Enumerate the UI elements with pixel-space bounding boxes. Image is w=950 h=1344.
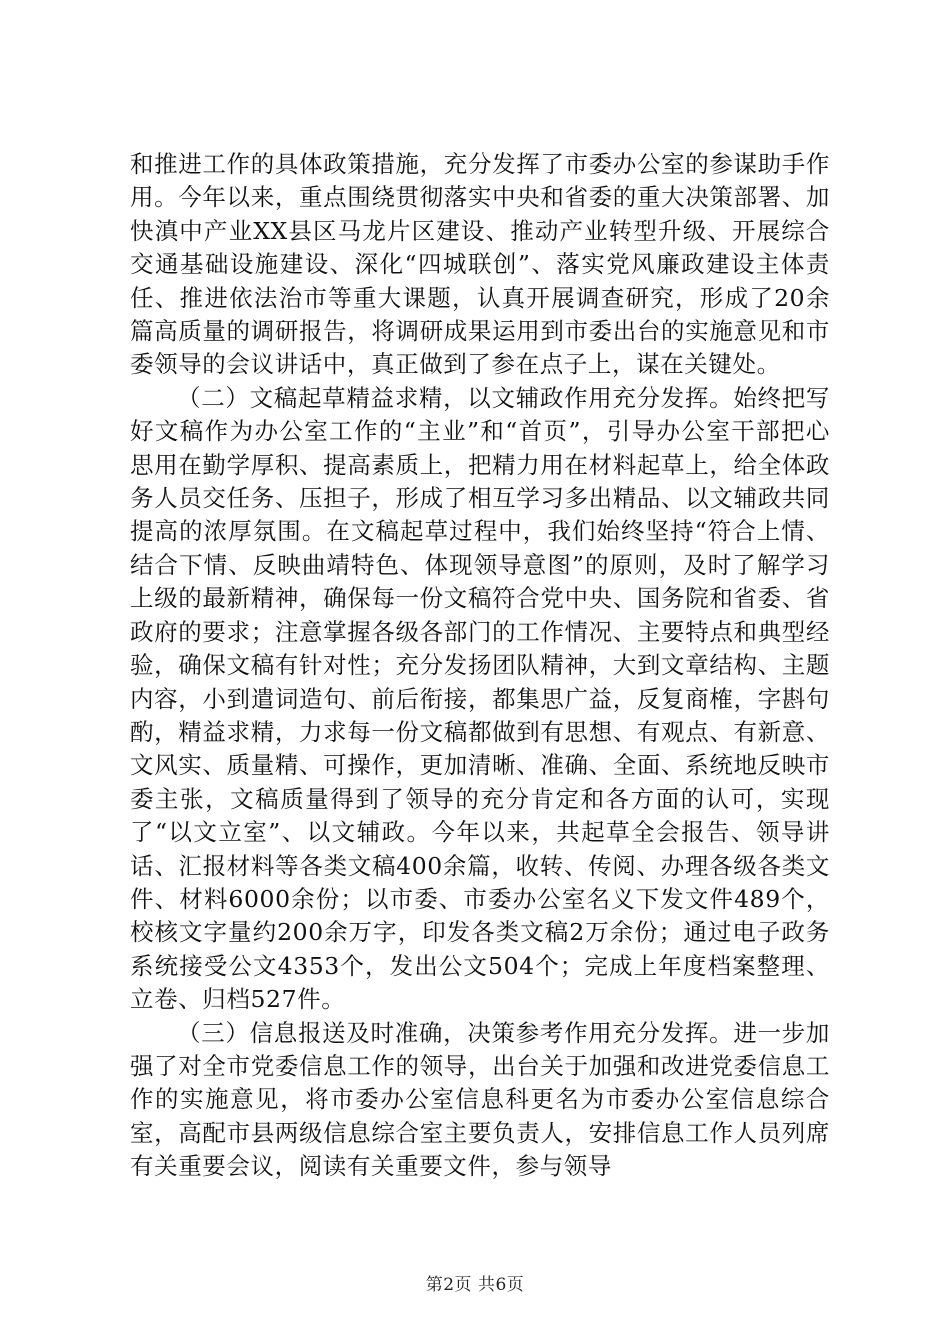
page-footer [0,1274,950,1296]
page-number-label: 第2页 共6页 [425,1275,525,1295]
paragraph-3-section-three: （三）信息报送及时准确，决策参考作用充分发挥。进一步加强了对全市党委信息工作的领导，出台关于加强和改进党委信息工作的实施意见，将市委办公室信息科更名为市委办公室信息综合室，高配市县两级信息综合室主要负责人，安排信息工作人员列席有关重要会议，阅读有关重要文件，参与领导 [130,1018,830,1181]
paragraph-2-section-two: （二）文稿起草精益求精，以文辅政作用充分发挥。始终把写好文稿作为办公室工作的“主业”和“首页”，引导办公室干部把心思用在勤学厚积、提高素质上，把精力用在材料起草上，给全体政务人员交任务、压担子，形成了相互学习多出精品、以文辅政共同提高的浓厚氛围。在文稿起草过程中，我们始终坚持“符合上情、结合下情、反映曲靖特色、体现领导意图”的原则，及时了解学习上级的最新精神，确保每一份文稿符合党中央、国务院和省委、省政府的要求；注意掌握各级各部门的工作情况、主要特点和典型经验，确保文稿有针对性；充分发扬团队精神，大到文章结构、主题内容，小到遣词造句、前后衔接，都集思广益，反复商榷，字斟句酌，精益求精，力求每一份文稿都做到有思想、有观点、有新意、文风实、质量精、可操作，更加清晰、准确、全面、系统地反映市委主张，文稿质量得到了领导的充分肯定和各方面的认可，实现了“以文立室”、以文辅政。今年以来，共起草全会报告、领导讲话、汇报材料等各类文稿400余篇，收转、传阅、办理各级各类文件、材料6000余份；以市委、市委办公室名义下发文件489个，校核文字量约200余万字，印发各类文稿2万余份；通过电子政务系统接受公文4353个，发出公文504个；完成上年度档案整理、立卷、归档527件。 [130,383,830,1014]
paragraph-1: 和推进工作的具体政策措施，充分发挥了市委办公室的参谋助手作用。今年以来，重点围绕贯彻落实中央和省委的重大决策部署、加快滇中产业XX县区马龙片区建设、推动产业转型升级、开展综合交通基础设施建设、深化“四城联创”、落实党风廉政建设主体责任、推进依法治市等重大课题，认真开展调查研究，形成了20余篇高质量的调研报告，将调研成果运用到市委出台的实施意见和市委领导的会议讲话中，真正做到了参在点子上，谋在关键处。 [130,150,830,379]
document-body [130,148,830,1184]
